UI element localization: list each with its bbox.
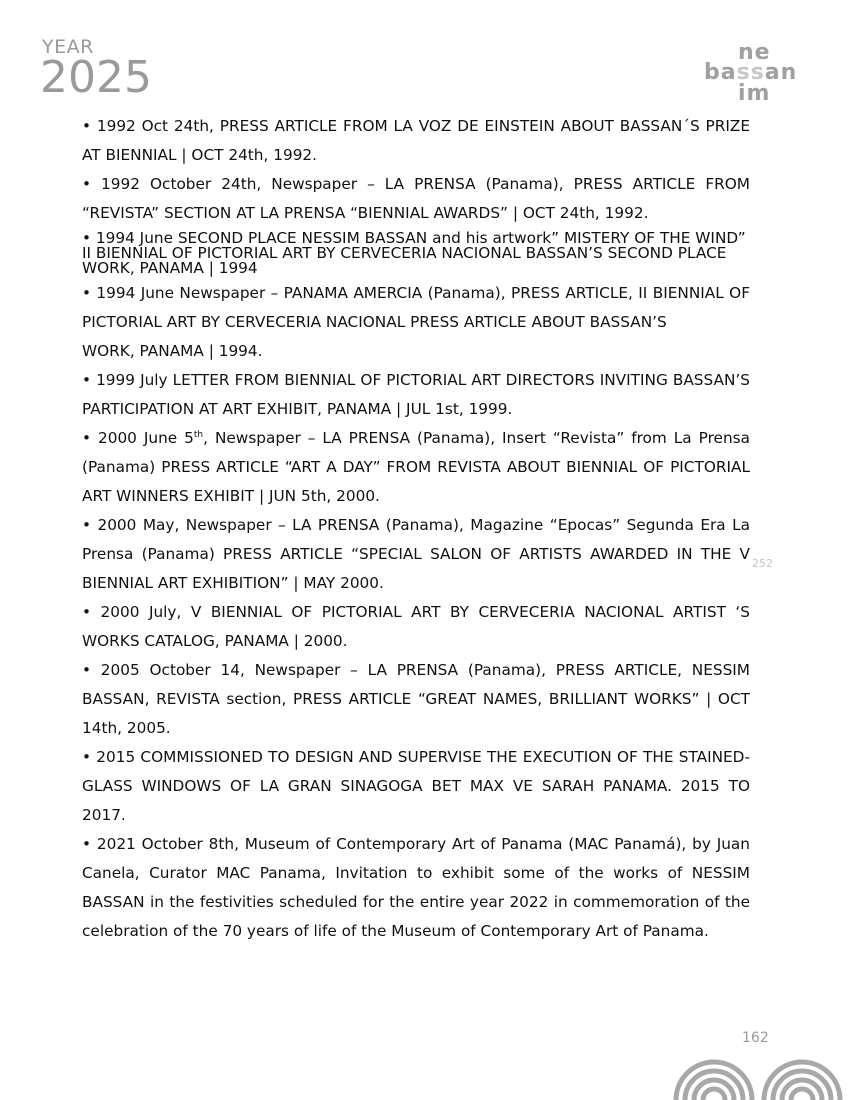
list-item-sup: th xyxy=(193,429,204,440)
list-item: • 2000 July, V BIENNIAL OF PICTORIAL ART BY CERVECERIA NACIONAL ARTIST ‘S WORKS CATALOG, PANAMA | 2000. xyxy=(82,603,750,650)
list-item-continuation: WORK, PANAMA | 1994. xyxy=(82,342,263,360)
list-item: • 1992 October 24th, Newspaper – LA PRENSA (Panama), PRESS ARTICLE FROM “REVISTA” SECTION AT LA PRENSA “BIENNIAL AWARDS” | OCT 24th, 1992. xyxy=(82,175,750,222)
list-item-pre: • 2000 June 5 xyxy=(82,429,194,447)
logo-line-2-b: ss xyxy=(736,60,765,85)
year-value: 2025 xyxy=(40,52,152,103)
list-item: • 2015 COMMISSIONED TO DESIGN AND SUPERVISE THE EXECUTION OF THE STAINED-GLASS WINDOWS OF LA GRAN SINAGOGA BET MAX VE SARAH PANAMA. 2015 TO 2017. xyxy=(82,748,750,824)
logo-line-1: ne xyxy=(738,40,771,65)
list-item-post: , Newspaper – LA PRENSA (Panama), Insert “Revista” from La Prensa (Panama) PRESS ARTICLE “ART A DAY” FROM REVISTA ABOUT BIENNIAL OF PICTORIAL ART WINNERS EXHIBIT | JUN 5th, 2000. xyxy=(82,429,750,505)
list-item: • 2021 October 8th, Museum of Contemporary Art of Panama (MAC Panamá), by Juan Canela, Curator MAC Panama, Invitation to exhibit some of the works of NESSIM BASSAN in the festivities scheduled for the entire year 2022 in commemoration of the celebration of the 70 years of life of the Museum of Contemporary Art of Panama. xyxy=(82,835,750,940)
side-reference-number: 252 xyxy=(752,557,773,570)
year-label: YEAR xyxy=(42,36,94,58)
logo-line-2-c: an xyxy=(764,60,798,85)
list-item: • 1994 June Newspaper – PANAMA AMERCIA (Panama), PRESS ARTICLE, II BIENNIAL OF PICTORIAL ART BY CERVECERIA NACIONAL PRESS ARTICLE ABOUT BASSAN’S xyxy=(82,284,750,331)
list-item xyxy=(82,424,750,511)
logo-line-3: im xyxy=(738,81,771,106)
nessim-bassan-logo xyxy=(700,40,815,106)
page-number: 162 xyxy=(742,1030,769,1046)
chronology-list xyxy=(82,112,750,946)
list-item: • 1999 July LETTER FROM BIENNIAL OF PICTORIAL ART DIRECTORS INVITING BASSAN’S PARTICIPATION AT ART EXHIBIT, PANAMA | JUL 1st, 1999. xyxy=(82,371,750,418)
arch-right-4 xyxy=(791,1089,813,1100)
arches-decoration xyxy=(670,1044,850,1100)
list-item: • 2000 May, Newspaper – LA PRENSA (Panama), Magazine “Epocas” Segunda Era La Prensa (Panama) PRESS ARTICLE “SPECIAL SALON OF ARTISTS AWARDED IN THE V BIENNIAL ART EXHIBITION” | MAY 2000. xyxy=(82,516,750,592)
list-item: • 1994 June SECOND PLACE NESSIM BASSAN and his artwork” MISTERY OF THE WIND” II BIENNIAL OF PICTORIAL ART BY CERVECERIA NACIONAL BASSAN’S SECOND PLACE WORK, PANAMA | 1994 xyxy=(82,229,746,277)
arch-left-4 xyxy=(703,1089,725,1100)
list-item: • 2005 October 14, Newspaper – LA PRENSA (Panama), PRESS ARTICLE, NESSIM BASSAN, REVISTA section, PRESS ARTICLE “GREAT NAMES, BRILLIANT WORKS” | OCT 14th, 2005. xyxy=(82,661,750,737)
list-item: • 1992 Oct 24th, PRESS ARTICLE FROM LA VOZ DE EINSTEIN ABOUT BASSAN´S PRIZE AT BIENNIAL | OCT 24th, 1992. xyxy=(82,117,750,164)
logo-line-2-a: ba xyxy=(704,60,737,85)
